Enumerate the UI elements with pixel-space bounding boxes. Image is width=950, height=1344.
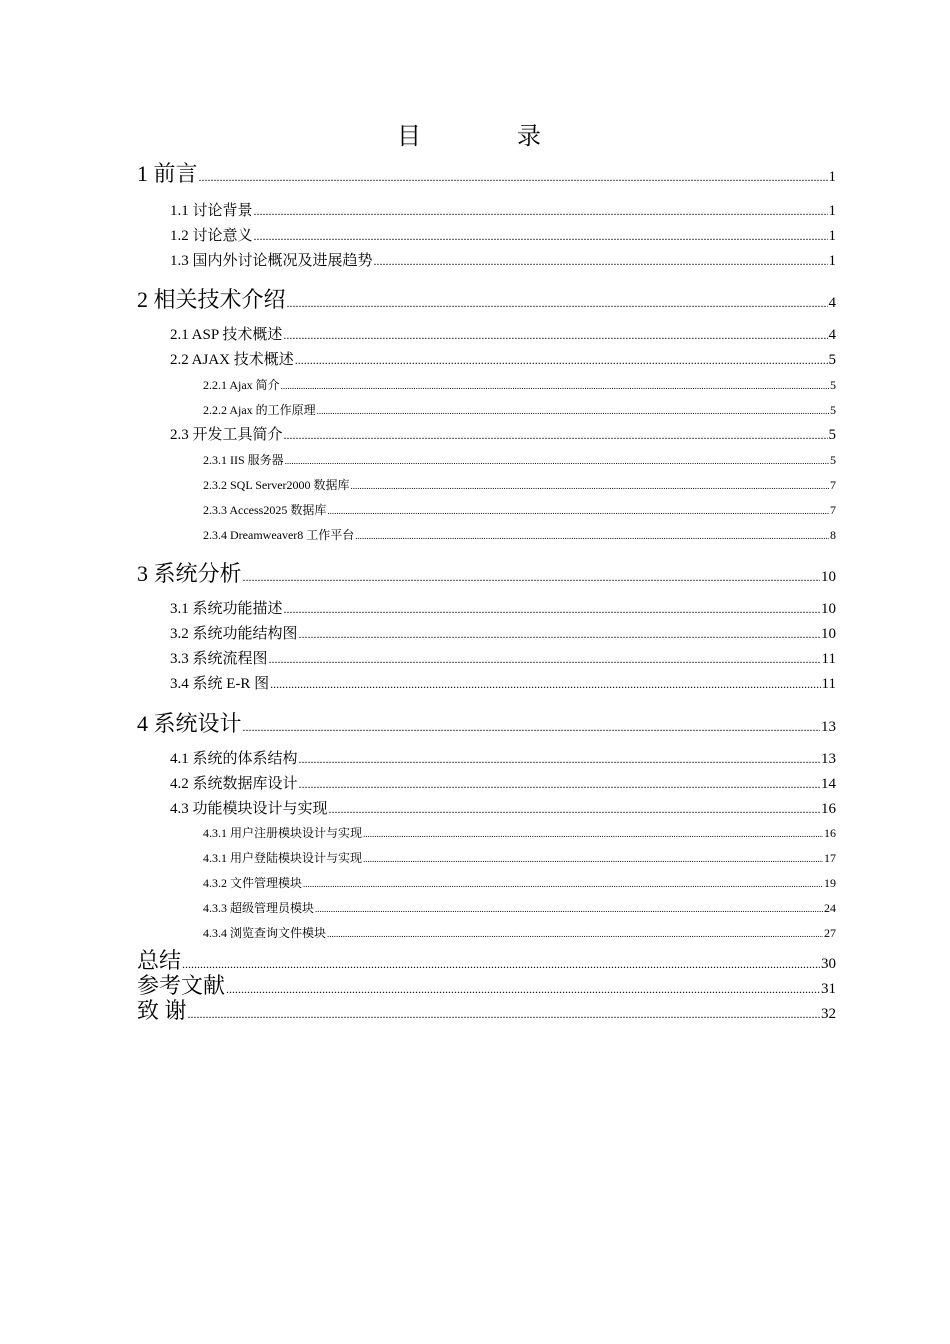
toc-entry[interactable] xyxy=(203,500,836,520)
toc-entry[interactable] xyxy=(137,972,836,1000)
toc-entry[interactable] xyxy=(170,200,836,222)
toc-entry-title: 4.1 系统的体系结构 xyxy=(170,751,298,767)
dot-leader xyxy=(281,382,829,391)
toc-entry[interactable] xyxy=(170,623,836,645)
toc-entry-title: 3.2 系统功能结构图 xyxy=(170,626,298,642)
toc-entry-title: 2.1 ASP 技术概述 xyxy=(170,327,283,343)
toc-entry-title: 1.2 讨论意义 xyxy=(170,228,253,244)
toc-entry-page: 10 xyxy=(821,569,836,585)
toc-entry-title: 1.3 国内外讨论概况及进展趋势 xyxy=(170,253,373,269)
toc-entry[interactable] xyxy=(137,997,836,1025)
toc-entry-page: 16 xyxy=(824,826,836,840)
toc-entry[interactable] xyxy=(137,560,836,588)
toc-entry-page: 1 xyxy=(828,228,836,244)
dot-leader xyxy=(284,603,820,615)
toc-entry[interactable] xyxy=(203,823,836,843)
toc-entry-page: 14 xyxy=(821,776,836,792)
toc-entry-title: 3.4 系统 E-R 图 xyxy=(170,676,270,692)
toc-entry[interactable] xyxy=(170,748,836,770)
toc-entry-title: 4.3.1 用户登陆模块设计与实现 xyxy=(203,851,363,865)
dot-leader xyxy=(199,171,828,183)
toc-entry[interactable] xyxy=(203,450,836,470)
toc-entry[interactable] xyxy=(203,923,836,943)
dot-leader xyxy=(243,571,820,583)
toc-entry-page: 27 xyxy=(824,926,836,940)
toc-entry-page: 17 xyxy=(824,851,836,865)
toc-entry-title: 总结 xyxy=(137,948,182,973)
toc-entry-page: 7 xyxy=(830,503,836,517)
toc-entry-title: 4.3.3 超级管理员模块 xyxy=(203,901,315,915)
toc-entry[interactable] xyxy=(170,598,836,620)
toc-entry[interactable] xyxy=(170,648,836,670)
dot-leader xyxy=(299,778,820,790)
toc-entry-page: 10 xyxy=(821,601,836,617)
toc-entry-page: 32 xyxy=(821,1006,836,1022)
toc-entry[interactable] xyxy=(203,898,836,918)
toc-entry-title: 1 前言 xyxy=(137,161,198,186)
toc-entry-page: 5 xyxy=(830,453,836,467)
dot-leader xyxy=(327,507,829,516)
dot-leader xyxy=(295,354,828,366)
dot-leader xyxy=(254,230,828,242)
toc-entry-title: 参考文献 xyxy=(137,973,226,998)
toc-entry-title: 2.3.2 SQL Server2000 数据库 xyxy=(203,478,350,492)
toc-entry[interactable] xyxy=(203,848,836,868)
toc-entry[interactable] xyxy=(203,375,836,395)
dot-leader xyxy=(374,255,828,267)
toc-entry-page: 31 xyxy=(821,981,836,997)
toc-entry[interactable] xyxy=(170,798,836,820)
dot-leader xyxy=(188,1008,820,1020)
toc-entry[interactable] xyxy=(137,710,836,738)
toc-entry-page: 1 xyxy=(828,203,836,219)
dot-leader xyxy=(299,753,820,765)
toc-entry[interactable] xyxy=(203,873,836,893)
dot-leader xyxy=(226,983,820,995)
dot-leader xyxy=(355,532,829,541)
toc-entry-title: 2.2.1 Ajax 简介 xyxy=(203,378,280,392)
toc-entry[interactable] xyxy=(170,773,836,795)
toc-title: 目 录 xyxy=(397,124,577,150)
toc-entry-page: 30 xyxy=(821,956,836,972)
toc-entry-title: 4.3 功能模块设计与实现 xyxy=(170,801,328,817)
toc-entry-title: 3.1 系统功能描述 xyxy=(170,601,283,617)
dot-leader xyxy=(287,297,828,309)
toc-entry-title: 2.2.2 Ajax 的工作原理 xyxy=(203,403,316,417)
dot-leader xyxy=(315,905,823,914)
toc-entry-title: 致 谢 xyxy=(137,998,187,1023)
toc-entry[interactable] xyxy=(170,424,836,446)
toc-entry[interactable] xyxy=(170,324,836,346)
toc-entry-title: 2.2 AJAX 技术概述 xyxy=(170,352,294,368)
dot-leader xyxy=(327,930,823,939)
dot-leader xyxy=(269,653,821,665)
dot-leader xyxy=(363,830,823,839)
toc-entry-page: 19 xyxy=(824,876,836,890)
toc-entry-page: 4 xyxy=(828,327,836,343)
toc-entry[interactable] xyxy=(170,673,836,695)
toc-entry-title: 2.3 开发工具简介 xyxy=(170,427,283,443)
toc-entry[interactable] xyxy=(203,400,836,420)
toc-entry-page: 13 xyxy=(821,751,836,767)
dot-leader xyxy=(303,880,823,889)
toc-entry-title: 3 系统分析 xyxy=(137,561,242,586)
toc-entry-page: 1 xyxy=(828,253,836,269)
toc-entry-title: 4.3.4 浏览查询文件模块 xyxy=(203,926,327,940)
dot-leader xyxy=(299,628,820,640)
dot-leader xyxy=(182,958,820,970)
toc-entry-title: 2.3.3 Access2025 数据库 xyxy=(203,503,327,517)
toc-entry[interactable] xyxy=(203,525,836,545)
toc-entry-page: 24 xyxy=(824,901,836,915)
toc-entry[interactable] xyxy=(170,250,836,272)
toc-entry-page: 16 xyxy=(821,801,836,817)
toc-entry-page: 8 xyxy=(830,528,836,542)
dot-leader xyxy=(254,205,828,217)
toc-entry-page: 5 xyxy=(830,403,836,417)
toc-entry-page: 11 xyxy=(821,651,836,667)
toc-entry-title: 3.3 系统流程图 xyxy=(170,651,268,667)
toc-entry-title: 1.1 讨论背景 xyxy=(170,203,253,219)
toc-entry[interactable] xyxy=(170,225,836,247)
toc-entry-page: 7 xyxy=(830,478,836,492)
dot-leader xyxy=(317,407,829,416)
toc-entry-page: 10 xyxy=(821,626,836,642)
dot-leader xyxy=(351,482,829,491)
dot-leader xyxy=(284,429,828,441)
toc-entry-page: 13 xyxy=(821,719,836,735)
toc-entry-title: 4 系统设计 xyxy=(137,711,242,736)
toc-entry-page: 11 xyxy=(821,676,836,692)
toc-entry-title: 2.3.4 Dreamweaver8 工作平台 xyxy=(203,528,355,542)
toc-entry-page: 5 xyxy=(828,427,836,443)
toc-entry[interactable] xyxy=(203,475,836,495)
dot-leader xyxy=(329,803,820,815)
toc-entry-title: 4.3.2 文件管理模块 xyxy=(203,876,303,890)
toc-entry[interactable] xyxy=(170,349,836,371)
toc-entry-page: 4 xyxy=(828,295,836,311)
dot-leader xyxy=(243,721,820,733)
toc-entry[interactable] xyxy=(137,947,836,975)
toc-entry-page: 1 xyxy=(828,169,836,185)
dot-leader xyxy=(283,329,827,341)
toc-entry-title: 2 相关技术介绍 xyxy=(137,287,286,312)
dot-leader xyxy=(285,457,829,466)
toc-entry-page: 5 xyxy=(830,378,836,392)
toc-entry-title: 4.2 系统数据库设计 xyxy=(170,776,298,792)
toc-entry[interactable] xyxy=(137,160,836,188)
toc-entry[interactable] xyxy=(137,286,836,314)
toc-entry-title: 2.3.1 IIS 服务器 xyxy=(203,453,284,467)
toc-entry-title: 4.3.1 用户注册模块设计与实现 xyxy=(203,826,363,840)
dot-leader xyxy=(270,678,820,690)
dot-leader xyxy=(363,855,823,864)
toc-entry-page: 5 xyxy=(828,352,836,368)
